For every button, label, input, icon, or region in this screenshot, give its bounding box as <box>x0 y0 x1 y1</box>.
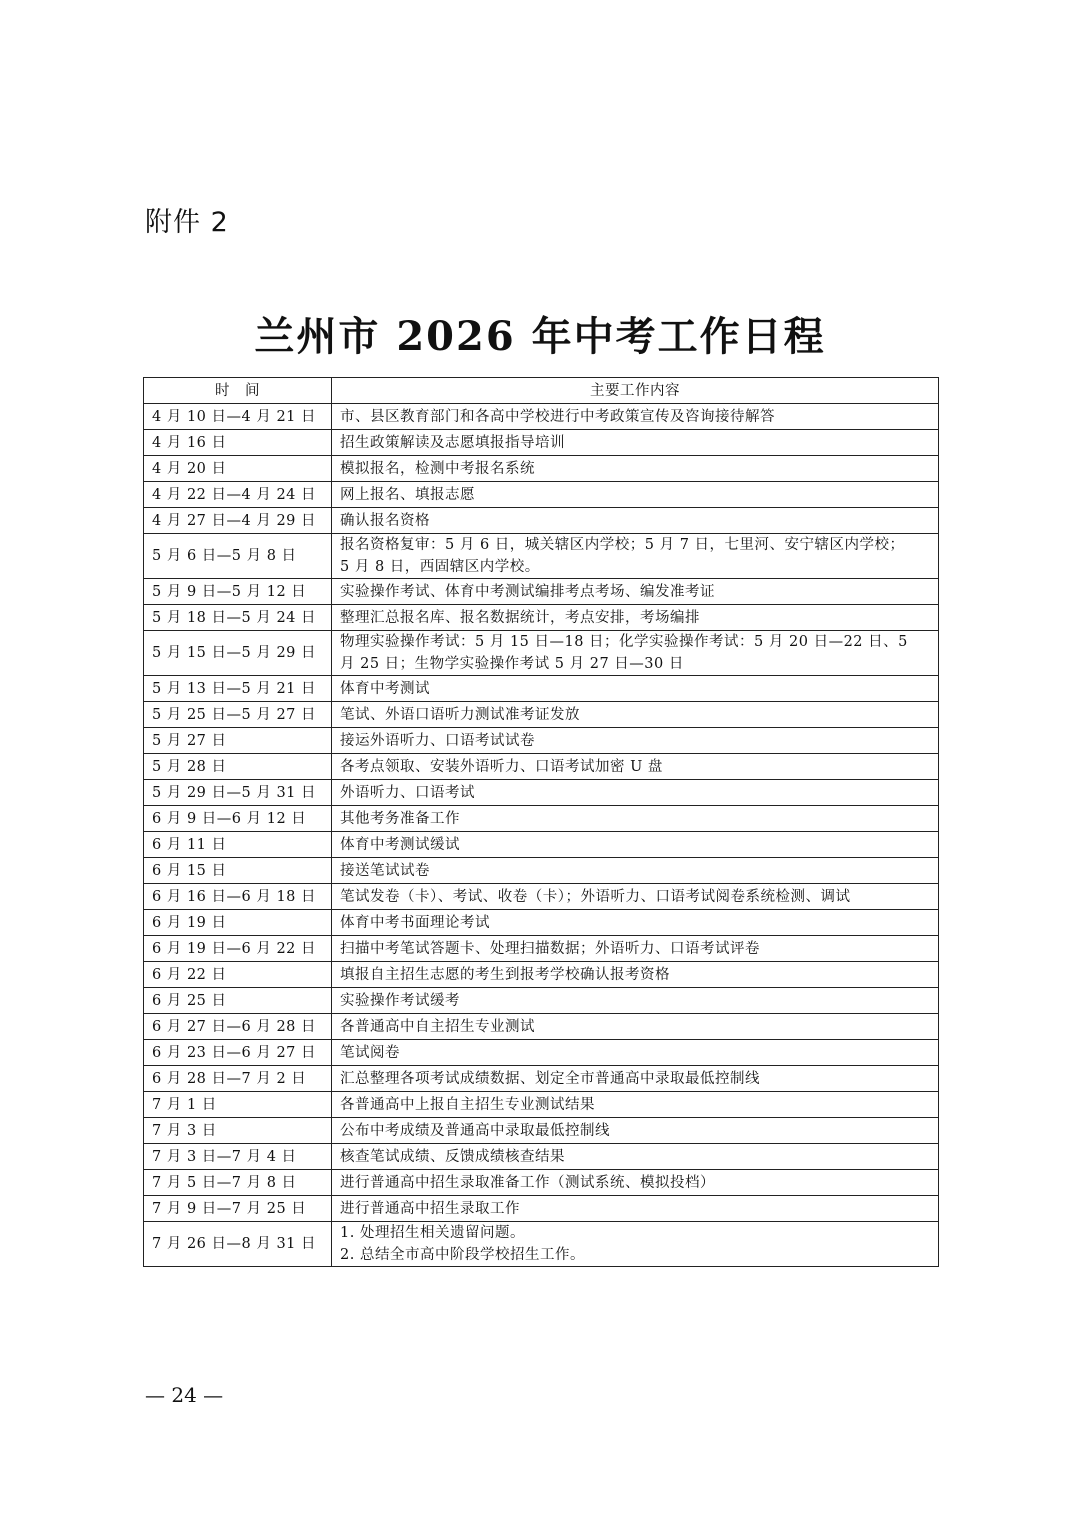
row-time: 7 月 5 日—7 月 8 日 <box>144 1170 332 1196</box>
row-content: 进行普通高中招生录取工作 <box>332 1196 939 1222</box>
table-row <box>144 1040 939 1066</box>
table-row <box>144 728 939 754</box>
row-time: 4 月 22 日—4 月 24 日 <box>144 482 332 508</box>
row-content: 各考点领取、安装外语听力、口语考试加密 U 盘 <box>332 754 939 780</box>
row-time: 7 月 3 日 <box>144 1118 332 1144</box>
row-time: 5 月 27 日 <box>144 728 332 754</box>
row-content: 笔试发卷（卡）、考试、收卷（卡）；外语听力、口语考试阅卷系统检测、调试 <box>332 884 939 910</box>
row-time: 6 月 16 日—6 月 18 日 <box>144 884 332 910</box>
row-content: 笔试阅卷 <box>332 1040 939 1066</box>
row-time: 6 月 11 日 <box>144 832 332 858</box>
row-time: 7 月 26 日—8 月 31 日 <box>144 1222 332 1267</box>
row-content: 各普通高中自主招生专业测试 <box>332 1014 939 1040</box>
table-row <box>144 508 939 534</box>
table-row <box>144 430 939 456</box>
page-number: — 24 — <box>145 1383 224 1407</box>
table-row <box>144 806 939 832</box>
row-time: 4 月 16 日 <box>144 430 332 456</box>
page-title: 兰州市 2026 年中考工作日程 <box>254 313 826 360</box>
row-content: 模拟报名，检测中考报名系统 <box>332 456 939 482</box>
table-row <box>144 936 939 962</box>
row-time: 6 月 19 日—6 月 22 日 <box>144 936 332 962</box>
row-time: 7 月 1 日 <box>144 1092 332 1118</box>
row-content: 网上报名、填报志愿 <box>332 482 939 508</box>
table-row <box>144 534 939 579</box>
row-content: 填报自主招生志愿的考生到报考学校确认报考资格 <box>332 962 939 988</box>
row-content: 物理实验操作考试：5 月 15 日—18 日；化学实验操作考试：5 月 20 日—22 日、5 月 25 日；生物学实验操作考试 5 月 27 日—30 日 <box>332 631 939 676</box>
attachment-label: 附件 2 <box>145 207 229 238</box>
row-content: 1. 处理招生相关遗留问题。 2. 总结全市高中阶段学校招生工作。 <box>332 1222 939 1267</box>
row-time: 6 月 28 日—7 月 2 日 <box>144 1066 332 1092</box>
table-row <box>144 702 939 728</box>
table-row <box>144 1170 939 1196</box>
row-content: 市、县区教育部门和各高中学校进行中考政策宣传及咨询接待解答 <box>332 404 939 430</box>
row-time: 5 月 18 日—5 月 24 日 <box>144 605 332 631</box>
row-content: 整理汇总报名库、报名数据统计，考点安排，考场编排 <box>332 605 939 631</box>
table-row <box>144 1014 939 1040</box>
table-row <box>144 631 939 676</box>
table-row <box>144 482 939 508</box>
row-content: 体育中考测试 <box>332 676 939 702</box>
table-row <box>144 676 939 702</box>
row-time: 5 月 25 日—5 月 27 日 <box>144 702 332 728</box>
row-time: 6 月 19 日 <box>144 910 332 936</box>
row-content: 确认报名资格 <box>332 508 939 534</box>
row-content: 核查笔试成绩、反馈成绩核查结果 <box>332 1144 939 1170</box>
row-content: 接运外语听力、口语考试试卷 <box>332 728 939 754</box>
row-time: 6 月 27 日—6 月 28 日 <box>144 1014 332 1040</box>
row-content: 进行普通高中招生录取准备工作（测试系统、模拟投档） <box>332 1170 939 1196</box>
table-row <box>144 1092 939 1118</box>
row-content: 各普通高中上报自主招生专业测试结果 <box>332 1092 939 1118</box>
table-row <box>144 1144 939 1170</box>
table-row <box>144 884 939 910</box>
row-time: 6 月 9 日—6 月 12 日 <box>144 806 332 832</box>
row-time: 5 月 15 日—5 月 29 日 <box>144 631 332 676</box>
row-time: 6 月 23 日—6 月 27 日 <box>144 1040 332 1066</box>
table-row <box>144 832 939 858</box>
table-row <box>144 754 939 780</box>
table-row <box>144 1118 939 1144</box>
row-content: 外语听力、口语考试 <box>332 780 939 806</box>
row-content: 实验操作考试缓考 <box>332 988 939 1014</box>
row-content: 体育中考测试缓试 <box>332 832 939 858</box>
row-time: 5 月 13 日—5 月 21 日 <box>144 676 332 702</box>
row-time: 6 月 15 日 <box>144 858 332 884</box>
table-row <box>144 910 939 936</box>
row-content: 公布中考成绩及普通高中录取最低控制线 <box>332 1118 939 1144</box>
row-content: 扫描中考笔试答题卡、处理扫描数据；外语听力、口语考试评卷 <box>332 936 939 962</box>
table-body <box>144 404 939 1267</box>
header-time: 时 间 <box>144 378 332 404</box>
row-time: 7 月 9 日—7 月 25 日 <box>144 1196 332 1222</box>
table-row <box>144 858 939 884</box>
row-time: 4 月 10 日—4 月 21 日 <box>144 404 332 430</box>
table-row <box>144 780 939 806</box>
row-content: 招生政策解读及志愿填报指导培训 <box>332 430 939 456</box>
row-content: 笔试、外语口语听力测试准考证发放 <box>332 702 939 728</box>
table-row <box>144 962 939 988</box>
row-content: 体育中考书面理论考试 <box>332 910 939 936</box>
schedule-table <box>143 377 939 1267</box>
row-time: 5 月 9 日—5 月 12 日 <box>144 579 332 605</box>
row-time: 5 月 29 日—5 月 31 日 <box>144 780 332 806</box>
row-content: 其他考务准备工作 <box>332 806 939 832</box>
row-content: 报名资格复审：5 月 6 日，城关辖区内学校；5 月 7 日，七里河、安宁辖区内学校； 5 月 8 日，西固辖区内学校。 <box>332 534 939 579</box>
table-row <box>144 1066 939 1092</box>
row-time: 4 月 27 日—4 月 29 日 <box>144 508 332 534</box>
table-header-row <box>144 378 939 404</box>
row-time: 5 月 28 日 <box>144 754 332 780</box>
header-content: 主要工作内容 <box>332 378 939 404</box>
row-time: 6 月 25 日 <box>144 988 332 1014</box>
table-row <box>144 1196 939 1222</box>
row-content: 汇总整理各项考试成绩数据、划定全市普通高中录取最低控制线 <box>332 1066 939 1092</box>
table-row <box>144 404 939 430</box>
table-row <box>144 579 939 605</box>
table-row <box>144 1222 939 1267</box>
table-row <box>144 988 939 1014</box>
row-time: 6 月 22 日 <box>144 962 332 988</box>
row-time: 5 月 6 日—5 月 8 日 <box>144 534 332 579</box>
row-time: 7 月 3 日—7 月 4 日 <box>144 1144 332 1170</box>
table-row <box>144 456 939 482</box>
table-row <box>144 605 939 631</box>
row-content: 实验操作考试、体育中考测试编排考点考场、编发准考证 <box>332 579 939 605</box>
row-time: 4 月 20 日 <box>144 456 332 482</box>
row-content: 接送笔试试卷 <box>332 858 939 884</box>
